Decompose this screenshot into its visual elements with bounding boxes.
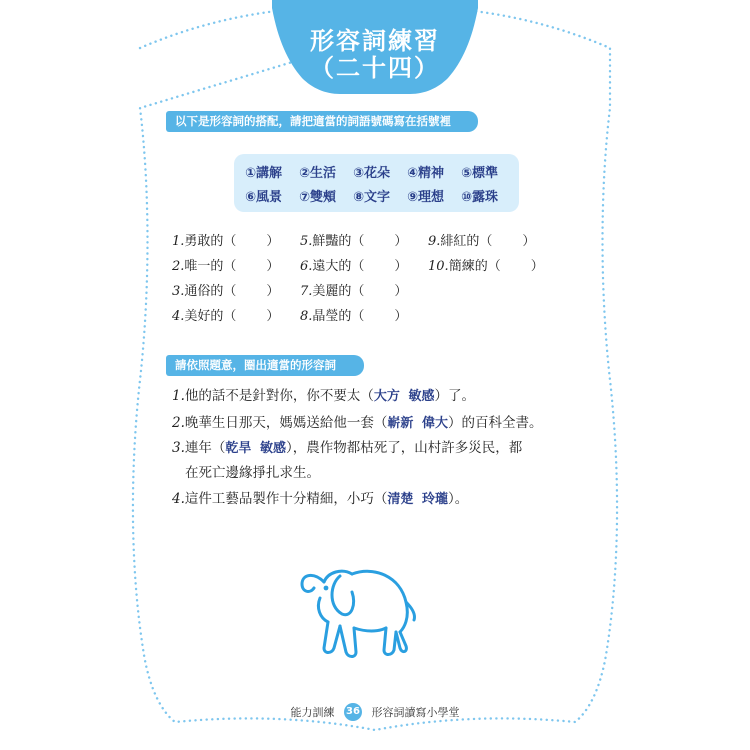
matching-question: 10.簡練的（ ） — [428, 259, 544, 274]
word-bank-item: ⑦雙頰 — [299, 190, 337, 205]
word-bank-item: ③花朵 — [353, 166, 391, 181]
worksheet-subtitle: （二十四） — [310, 54, 440, 82]
choice-option[interactable]: 大方 — [373, 389, 400, 404]
circle-question: 1.他的話不是針對你，你不要太（大方 敏感）了。 — [172, 388, 476, 404]
circle-question: 2.晚華生日那天，媽媽送給他一套（嶄新 偉大）的百科全書。 — [172, 415, 543, 431]
elephant-illustration — [296, 562, 418, 666]
section2-instruction: 請依照題意，圈出適當的形容詞 — [166, 355, 364, 376]
word-bank-item: ⑤標準 — [461, 166, 499, 181]
matching-question: 2.唯一的（ ） — [172, 259, 280, 274]
matching-question: 3.通俗的（ ） — [172, 284, 280, 299]
word-bank-item: ④精神 — [407, 166, 445, 181]
worksheet-title: 形容詞練習 — [310, 27, 440, 55]
matching-question: 8.晶瑩的（ ） — [300, 309, 408, 324]
section1-instruction: 以下是形容詞的搭配，請把適當的詞語號碼寫在括號裡 — [166, 111, 478, 132]
word-bank-item: ⑩露珠 — [461, 190, 499, 205]
choice-option[interactable]: 敏感 — [408, 389, 435, 404]
choice-option[interactable]: 玲瓏 — [422, 492, 449, 507]
word-bank-item: ①講解 — [245, 166, 283, 181]
word-bank-item: ②生活 — [299, 166, 337, 181]
matching-question: 6.遠大的（ ） — [300, 259, 408, 274]
footer-series: 能力訓練 — [290, 706, 335, 719]
word-bank-item: ⑧文字 — [353, 190, 391, 205]
word-bank-item: ⑨理想 — [407, 190, 445, 205]
choice-option[interactable]: 偉大 — [422, 416, 449, 431]
circle-question-continuation: 在死亡邊緣掙扎求生。 — [185, 465, 320, 481]
matching-question: 1.勇敢的（ ） — [172, 234, 280, 249]
matching-question: 7.美麗的（ ） — [300, 284, 408, 299]
word-bank-item: ⑥風景 — [245, 190, 283, 205]
matching-question: 5.鮮豔的（ ） — [300, 234, 408, 249]
matching-question: 4.美好的（ ） — [172, 309, 280, 324]
choice-option[interactable]: 敏感 — [260, 441, 287, 456]
page-footer — [0, 703, 750, 721]
circle-question: 4.這件工藝品製作十分精細，小巧（清楚 玲瓏）。 — [172, 491, 469, 507]
circle-question: 3.連年（乾旱 敏感），農作物都枯死了，山村許多災民，都 — [172, 440, 523, 456]
word-bank — [234, 154, 519, 212]
footer-book-title: 形容詞讀寫小學堂 — [371, 706, 460, 719]
choice-option[interactable]: 嶄新 — [387, 416, 414, 431]
choice-option[interactable]: 清楚 — [387, 492, 414, 507]
page-number: 36 — [344, 703, 362, 721]
matching-question: 9.緋紅的（ ） — [428, 234, 536, 249]
choice-option[interactable]: 乾旱 — [225, 441, 252, 456]
